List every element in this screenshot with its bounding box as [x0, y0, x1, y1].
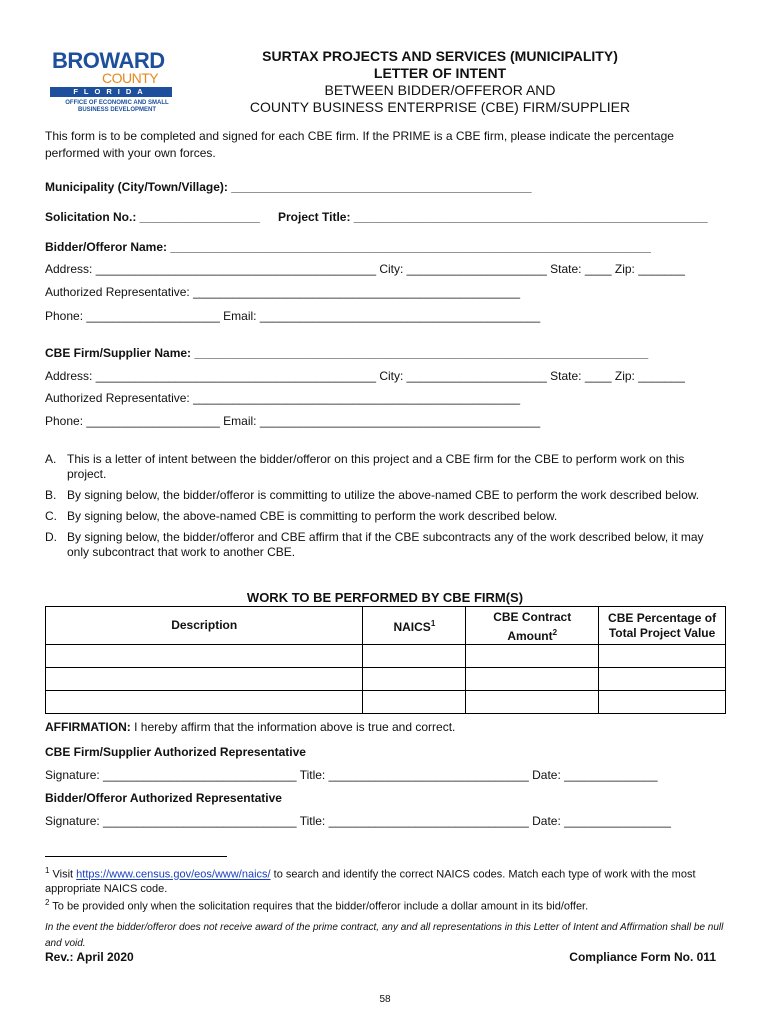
compliance-form-number: Compliance Form No. 011 [569, 950, 716, 964]
naics-cell[interactable] [363, 691, 466, 714]
percentage-cell[interactable] [599, 691, 726, 714]
cbe-representative-field[interactable]: Authorized Representative: _________________________________________________ [45, 391, 521, 405]
cbe-signature-line[interactable]: Signature: _____________________________ Title: ______________________________ Date: ______________ [45, 768, 658, 782]
title-line-3: BETWEEN BIDDER/OFFEROR AND [324, 82, 556, 98]
title-line-1: SURTAX PROJECTS AND SERVICES (MUNICIPALITY) [262, 48, 618, 64]
naics-cell[interactable] [363, 668, 466, 691]
page-number: 58 [379, 994, 391, 1005]
contract-amount-cell[interactable] [466, 691, 599, 714]
document-title [180, 48, 700, 116]
percentage-cell[interactable] [599, 645, 726, 668]
project-title-field[interactable]: Project Title: _____________________________________________________ [278, 210, 708, 224]
naics-link[interactable]: https://www.census.gov/eos/www/naics/ [76, 868, 271, 881]
naics-column-header: NAICS$^1$ [363, 607, 466, 645]
footnote-2: $^2$ To be provided only when the solicitation requires that the bidder/offeror include a dollar amount in its bid/offer. [45, 897, 589, 913]
logo-office-text: OFFICE OF ECONOMIC AND SMALL BUSINESS DEVELOPMENT [65, 100, 169, 113]
statement-text: By signing below, the bidder/offeror is committing to utilize the above-named CBE to perform the work described below. [67, 488, 700, 502]
work-table [45, 606, 726, 714]
table-row [46, 668, 726, 691]
disclaimer: In the event the bidder/offeror does not receive award of the prime contract, any and all representations in this Letter of Intent and Affirmation shall be null and void. [45, 922, 724, 949]
cbe-address-field[interactable]: Address: __________________________________________ City: _____________________ State: ____ Zip: _______ [45, 369, 685, 383]
statement-marker: B. [45, 488, 57, 502]
description-cell[interactable] [46, 668, 363, 691]
footnote-divider [45, 856, 227, 857]
statements-list [45, 452, 725, 566]
statement-marker: A. [45, 452, 57, 466]
intro-paragraph: This form is to be completed and signed for each CBE firm. If the PRIME is a CBE firm, please indicate the percentage performed with your own forces. [45, 129, 674, 160]
affirmation-text: I hereby affirm that the information above is true and correct. [130, 720, 456, 734]
logo-word-broward: BROWARD [52, 48, 165, 73]
table-row [46, 645, 726, 668]
bidder-rep-heading: Bidder/Offeror Authorized Representative [45, 791, 282, 805]
work-table-header-row [46, 607, 726, 645]
statement-d [45, 530, 725, 560]
bidder-name-field[interactable]: Bidder/Offeror Name: ________________________________________________________________________ [45, 240, 651, 254]
affirmation-statement [45, 720, 455, 734]
solicitation-number-field[interactable]: Solicitation No.: __________________ [45, 210, 260, 224]
logo-word-county: COUNTY [102, 70, 159, 86]
contract-amount-cell[interactable] [466, 668, 599, 691]
naics-cell[interactable] [363, 645, 466, 668]
footnote-ref-1: 1 [430, 619, 436, 628]
statement-a [45, 452, 725, 482]
bidder-signature-line[interactable]: Signature: _____________________________ Title: ______________________________ Date: ________________ [45, 814, 671, 828]
description-cell[interactable] [46, 691, 363, 714]
bidder-representative-field[interactable]: Authorized Representative: _________________________________________________ [45, 285, 521, 299]
statement-text: By signing below, the above-named CBE is committing to perform the work described below. [67, 509, 558, 523]
cbe-name-field[interactable]: CBE Firm/Supplier Name: ____________________________________________________________________ [45, 346, 649, 360]
logo-florida-band: FLORIDA [50, 87, 172, 97]
percentage-column-header: CBE Percentage of Total Project Value [599, 607, 726, 645]
table-row [46, 691, 726, 714]
title-line-4: COUNTY BUSINESS ENTERPRISE (CBE) FIRM/SUPPLIER [249, 99, 631, 115]
contract-amount-cell[interactable] [466, 645, 599, 668]
cbe-phone-email-field[interactable]: Phone: ____________________ Email: __________________________________________ [45, 414, 541, 428]
contract-amount-column-header: CBE Contract Amount$^2$ [466, 607, 599, 645]
statement-b [45, 488, 725, 503]
statement-marker: C. [45, 509, 57, 523]
statement-text: This is a letter of intent between the bidder/offeror on this project and a CBE firm for the CBE to perform work on this project. [67, 452, 685, 481]
percentage-cell[interactable] [599, 668, 726, 691]
bidder-phone-email-field[interactable]: Phone: ____________________ Email: __________________________________________ [45, 309, 541, 323]
bidder-address-field[interactable]: Address: __________________________________________ City: _____________________ State: ____ Zip: _______ [45, 262, 685, 276]
municipality-field[interactable]: Municipality (City/Town/Village): _____________________________________________ [45, 180, 532, 194]
affirmation-label: AFFIRMATION: [45, 720, 131, 734]
footnote-1: $^1$ Visit https://www.census.gov/eos/www/naics/ to search and identify the correct NAICS codes. Match each type of work with the most appropriate NAICS code. [45, 866, 696, 895]
broward-county-logo [50, 48, 172, 118]
work-table-heading: WORK TO BE PERFORMED BY CBE FIRM(S) [246, 590, 524, 605]
cbe-rep-heading: CBE Firm/Supplier Authorized Representative [45, 745, 306, 759]
statement-c [45, 509, 725, 524]
footnote-ref-2: 2 [552, 628, 558, 637]
title-line-2: LETTER OF INTENT [373, 65, 507, 81]
statement-text: By signing below, the bidder/offeror and CBE affirm that if the CBE subcontracts any of the work described below, it may only subcontract that work to another CBE. [67, 530, 704, 559]
description-column-header: Description [46, 607, 363, 645]
revision-date: Rev.: April 2020 [45, 950, 134, 964]
statement-marker: D. [45, 530, 57, 544]
footnotes [45, 864, 735, 913]
description-cell[interactable] [46, 645, 363, 668]
